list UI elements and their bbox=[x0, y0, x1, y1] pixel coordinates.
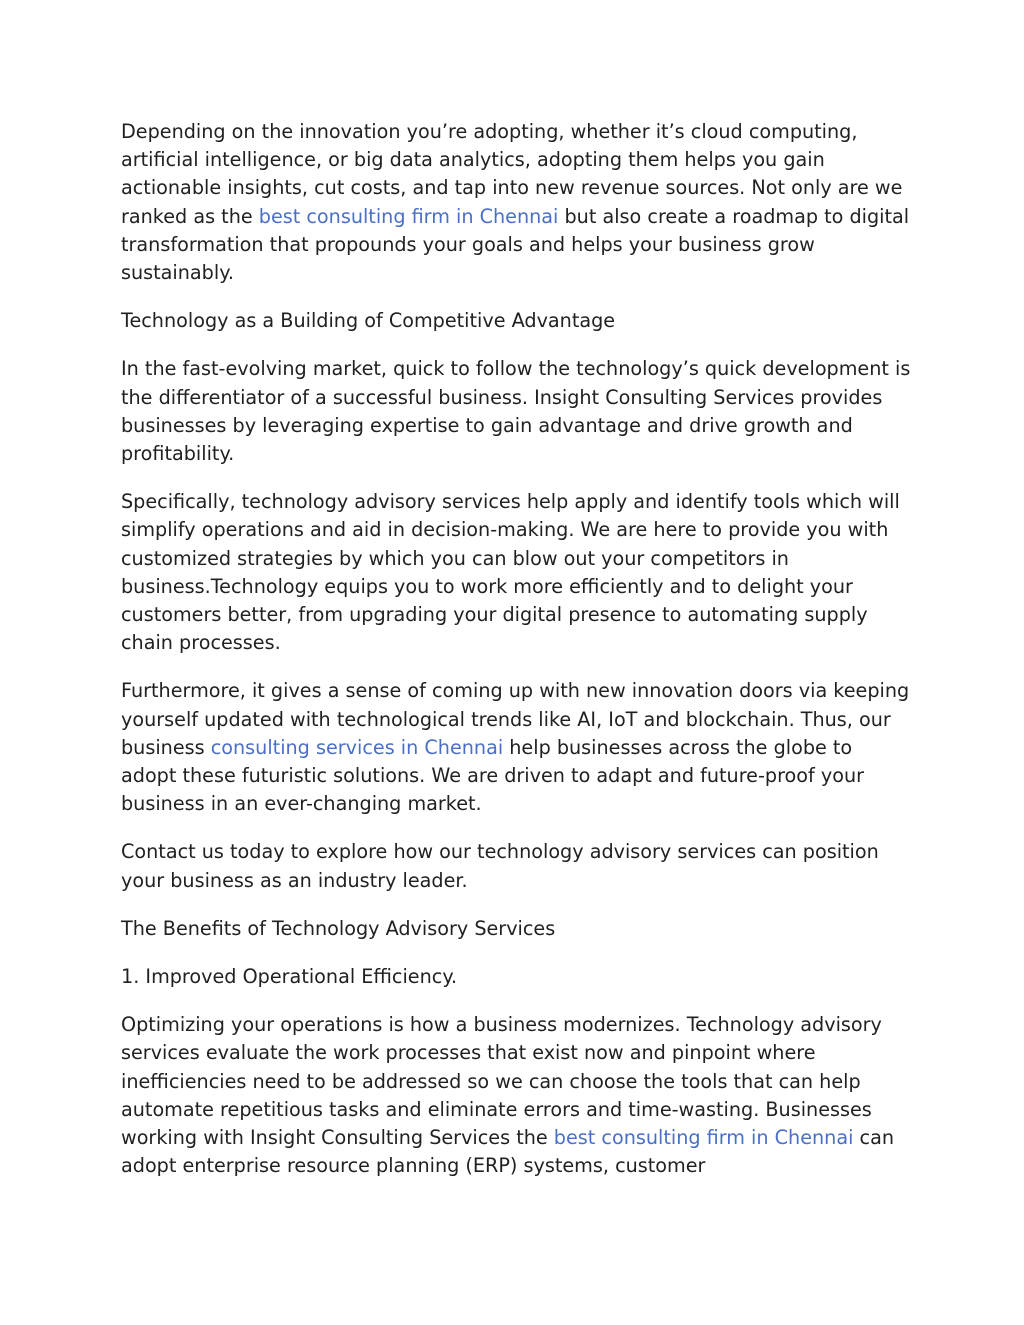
heading-competitive-advantage: Technology as a Building of Competitive Advantage bbox=[121, 309, 616, 333]
paragraph-advisory-services: Specifically, technology advisory services help apply and identify tools which will simplify operations and aid in decision-making. We are here to provide you with customized strategies by which you can blow out your competitors in business.Technology equips you to work more efficiently and to delight your customers better, from upgrading your digital presence to automating supply chain processes. bbox=[121, 490, 900, 655]
paragraph-text: Furthermore, it gives a sense of coming up with new innovation doors via keeping yourself updated with technological trends like AI, IoT and blockchain. Thus, our business bbox=[121, 679, 910, 759]
paragraph-text: Depending on the innovation you’re adopting, whether it’s cloud computing, artificial intelligence, or big data analytics, adopting them helps you gain actionable insights, cut costs, and tap into new revenue sources. Not only are we ranked as the bbox=[121, 120, 903, 228]
best-consulting-firm-link-2[interactable]: best consulting firm in Chennai bbox=[553, 1126, 854, 1150]
paragraph-text: Optimizing your operations is how a business modernizes. Technology advisory services evaluate the work processes that exist now and pinpoint where inefficiencies need to be addressed so we can choose the tools that can help automate repetitious tasks and eliminate errors and time-wasting. Businesses working with Insight Consulting Services the bbox=[121, 1013, 882, 1150]
paragraph-optimizing-operations bbox=[121, 1011, 911, 1180]
paragraph-innovation bbox=[121, 118, 911, 287]
paragraph-text: help businesses across the globe to adopt these futuristic solutions. We are driven to adapt and future-proof your business in an ever-changing market. bbox=[121, 735, 865, 816]
paragraph-futuristic-solutions bbox=[121, 677, 911, 818]
consulting-services-link[interactable]: consulting services in Chennai bbox=[210, 735, 504, 759]
paragraph-text: can adopt enterprise resource planning (ERP) systems, customer bbox=[121, 1126, 895, 1178]
document-body bbox=[121, 118, 911, 1201]
paragraph-text: but also create a roadmap to digital transformation that propounds your goals and helps your business grow sustainably. bbox=[121, 204, 910, 285]
paragraph-contact-us: Contact us today to explore how our technology advisory services can position your business as an industry leader. bbox=[121, 840, 879, 892]
best-consulting-firm-link[interactable]: best consulting firm in Chennai bbox=[258, 204, 559, 228]
paragraph-fast-evolving-market: In the fast-evolving market, quick to follow the technology’s quick development is the differentiator of a successful business. Insight Consulting Services provides businesses by leveraging expertise to gain advantage and drive growth and profitability. bbox=[121, 357, 911, 466]
heading-benefits: The Benefits of Technology Advisory Services bbox=[121, 916, 556, 940]
heading-operational-efficiency: 1. Improved Operational Efficiency. bbox=[121, 965, 458, 989]
